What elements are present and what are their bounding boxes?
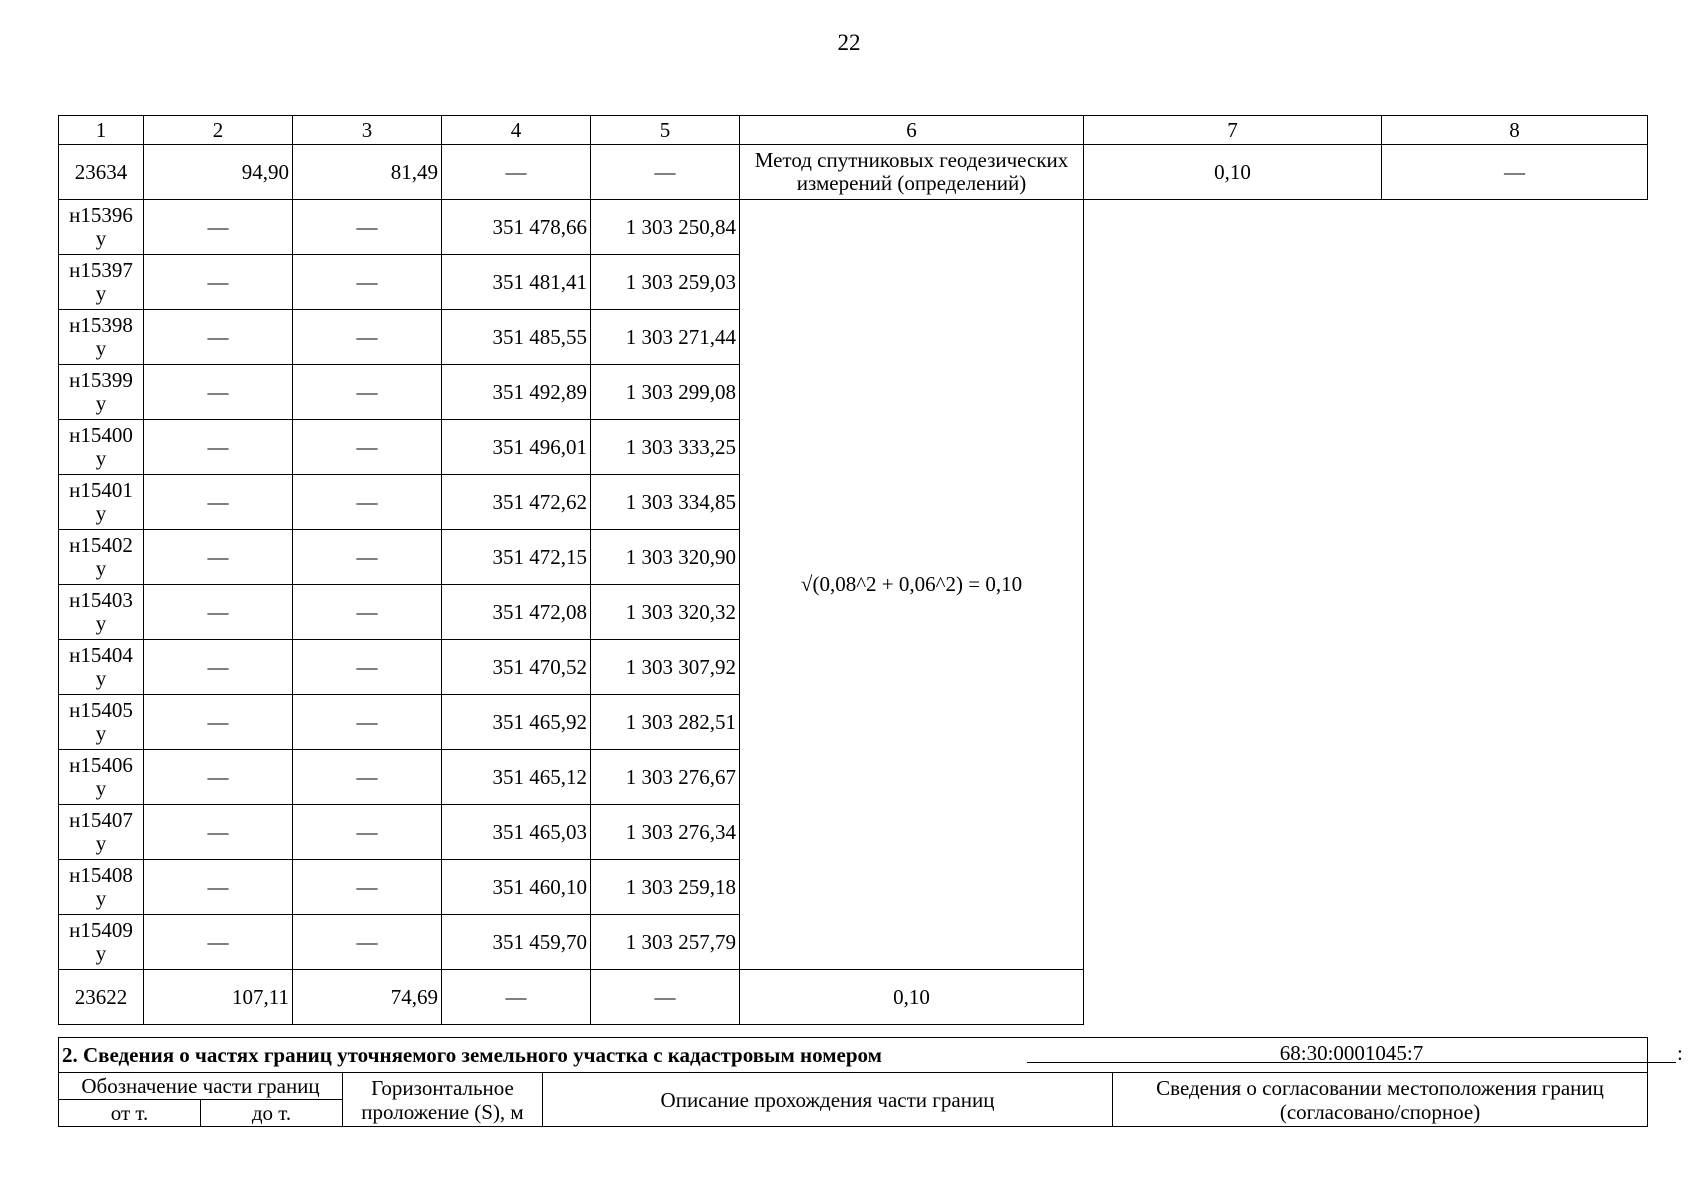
header-horizontal: Горизонтальное проложение (S), м	[343, 1073, 543, 1127]
cell-col2: —	[144, 255, 293, 310]
cell-col4: 351 470,52	[442, 640, 591, 695]
coordinates-table	[58, 115, 1648, 1025]
cell-col2: —	[144, 475, 293, 530]
point-id: 23634	[59, 145, 144, 200]
cell-col4: 351 460,10	[442, 860, 591, 915]
cell-col5: 1 303 259,03	[591, 255, 740, 310]
cell-col2: —	[144, 585, 293, 640]
point-id: н15404 у	[59, 640, 144, 695]
cell-col4: 351 492,89	[442, 365, 591, 420]
column-number: 3	[293, 116, 442, 145]
point-id: н15407 у	[59, 805, 144, 860]
cell-col2: —	[144, 530, 293, 585]
cell-col4: 351 465,92	[442, 695, 591, 750]
cell-col4: 351 478,66	[442, 200, 591, 255]
cell-col2: —	[144, 915, 293, 970]
point-id: н15406 у	[59, 750, 144, 805]
table-row	[59, 145, 1648, 200]
cell-col5: 1 303 334,85	[591, 475, 740, 530]
header-from: от т.	[59, 1100, 201, 1127]
cell-col3: —	[293, 200, 442, 255]
cell-col3: —	[293, 695, 442, 750]
cell-col2: 107,11	[144, 970, 293, 1025]
cell-col5: 1 303 333,25	[591, 420, 740, 475]
point-id: н15400 у	[59, 420, 144, 475]
cell-col5: 1 303 276,67	[591, 750, 740, 805]
point-id: н15398 у	[59, 310, 144, 365]
point-id: н15408 у	[59, 860, 144, 915]
section-title-cell	[59, 1038, 1683, 1073]
cell-col5: 1 303 282,51	[591, 695, 740, 750]
cell-col5: 1 303 320,90	[591, 530, 740, 585]
cell-col5: 1 303 276,34	[591, 805, 740, 860]
point-id: н15397 у	[59, 255, 144, 310]
point-id: н15403 у	[59, 585, 144, 640]
point-id: н15402 у	[59, 530, 144, 585]
cell-col4: —	[442, 145, 591, 200]
cell-col3: —	[293, 475, 442, 530]
cell-col5: 1 303 257,79	[591, 915, 740, 970]
column-number: 4	[442, 116, 591, 145]
header-description: Описание прохождения части границ	[543, 1073, 1113, 1127]
cell-col2: —	[144, 420, 293, 475]
point-id: н15399 у	[59, 365, 144, 420]
column-number: 8	[1382, 116, 1648, 145]
cell-col3: —	[293, 915, 442, 970]
cell-col3: —	[293, 365, 442, 420]
cell-col5: —	[591, 145, 740, 200]
cell-col2: —	[144, 365, 293, 420]
boundary-parts-table	[58, 1037, 1683, 1127]
cell-col3: —	[293, 310, 442, 365]
column-number: 7	[1084, 116, 1382, 145]
cell-col2: —	[144, 640, 293, 695]
cell-col5: 1 303 299,08	[591, 365, 740, 420]
column8-cell: —	[1382, 145, 1648, 200]
title-colon: :	[1677, 1041, 1683, 1065]
cell-col4: —	[442, 970, 591, 1025]
point-id: н15405 у	[59, 695, 144, 750]
cell-col3: —	[293, 640, 442, 695]
page-number: 22	[837, 30, 861, 55]
cell-col2: —	[144, 860, 293, 915]
section-title-row	[59, 1038, 1648, 1073]
cell-col5: 1 303 307,92	[591, 640, 740, 695]
cell-col3: 74,69	[293, 970, 442, 1025]
column-number-row	[59, 116, 1648, 145]
column-number: 1	[59, 116, 144, 145]
cell-col3: —	[293, 530, 442, 585]
cell-col4: 351 459,70	[442, 915, 591, 970]
cell-col4: 351 465,12	[442, 750, 591, 805]
cell-col4: 351 465,03	[442, 805, 591, 860]
section-title: 2. Сведения о частях границ уточняемого земельного участка с кадастровым номером	[62, 1042, 882, 1067]
cell-col3: —	[293, 585, 442, 640]
cell-col7: 0,10	[1084, 145, 1382, 200]
accuracy-cell: √(0,08^2 + 0,06^2) = 0,10	[740, 200, 1084, 970]
cadastral-number: 68:30:0001045:7	[1279, 1041, 1424, 1065]
cell-col5: 1 303 271,44	[591, 310, 740, 365]
cell-col4: 351 496,01	[442, 420, 591, 475]
cell-col5: 1 303 320,32	[591, 585, 740, 640]
cell-col5: 1 303 259,18	[591, 860, 740, 915]
method-cell: Метод спутниковых геодезических измерений (определений)	[740, 145, 1084, 200]
cell-col2: —	[144, 200, 293, 255]
header-designation: Обозначение части границ	[59, 1073, 343, 1100]
cell-col2: 94,90	[144, 145, 293, 200]
cell-col5: 1 303 250,84	[591, 200, 740, 255]
cell-col7: 0,10	[740, 970, 1084, 1025]
cell-col4: 351 481,41	[442, 255, 591, 310]
column-number: 5	[591, 116, 740, 145]
cell-col4: 351 485,55	[442, 310, 591, 365]
cadastral-underline	[1027, 1062, 1676, 1063]
table-row	[59, 970, 1648, 1025]
point-id: 23622	[59, 970, 144, 1025]
header-agreement: Сведения о согласовании местоположения границ (согласовано/спорное)	[1113, 1073, 1648, 1127]
cell-col3: —	[293, 860, 442, 915]
table-row	[59, 200, 1648, 255]
cell-col2: —	[144, 310, 293, 365]
cell-col2: —	[144, 695, 293, 750]
point-id: н15396 у	[59, 200, 144, 255]
cell-col3: —	[293, 750, 442, 805]
point-id: н15409 у	[59, 915, 144, 970]
cell-col4: 351 472,08	[442, 585, 591, 640]
cell-col3: —	[293, 805, 442, 860]
column-number: 6	[740, 116, 1084, 145]
cell-col2: —	[144, 805, 293, 860]
parts-header-row	[59, 1073, 1648, 1100]
cell-col4: 351 472,62	[442, 475, 591, 530]
point-id: н15401 у	[59, 475, 144, 530]
header-to: до т.	[201, 1100, 343, 1127]
cell-col3: —	[293, 420, 442, 475]
cell-col5: —	[591, 970, 740, 1025]
cell-col3: —	[293, 255, 442, 310]
cell-col3: 81,49	[293, 145, 442, 200]
cell-col2: —	[144, 750, 293, 805]
cell-col4: 351 472,15	[442, 530, 591, 585]
column-number: 2	[144, 116, 293, 145]
